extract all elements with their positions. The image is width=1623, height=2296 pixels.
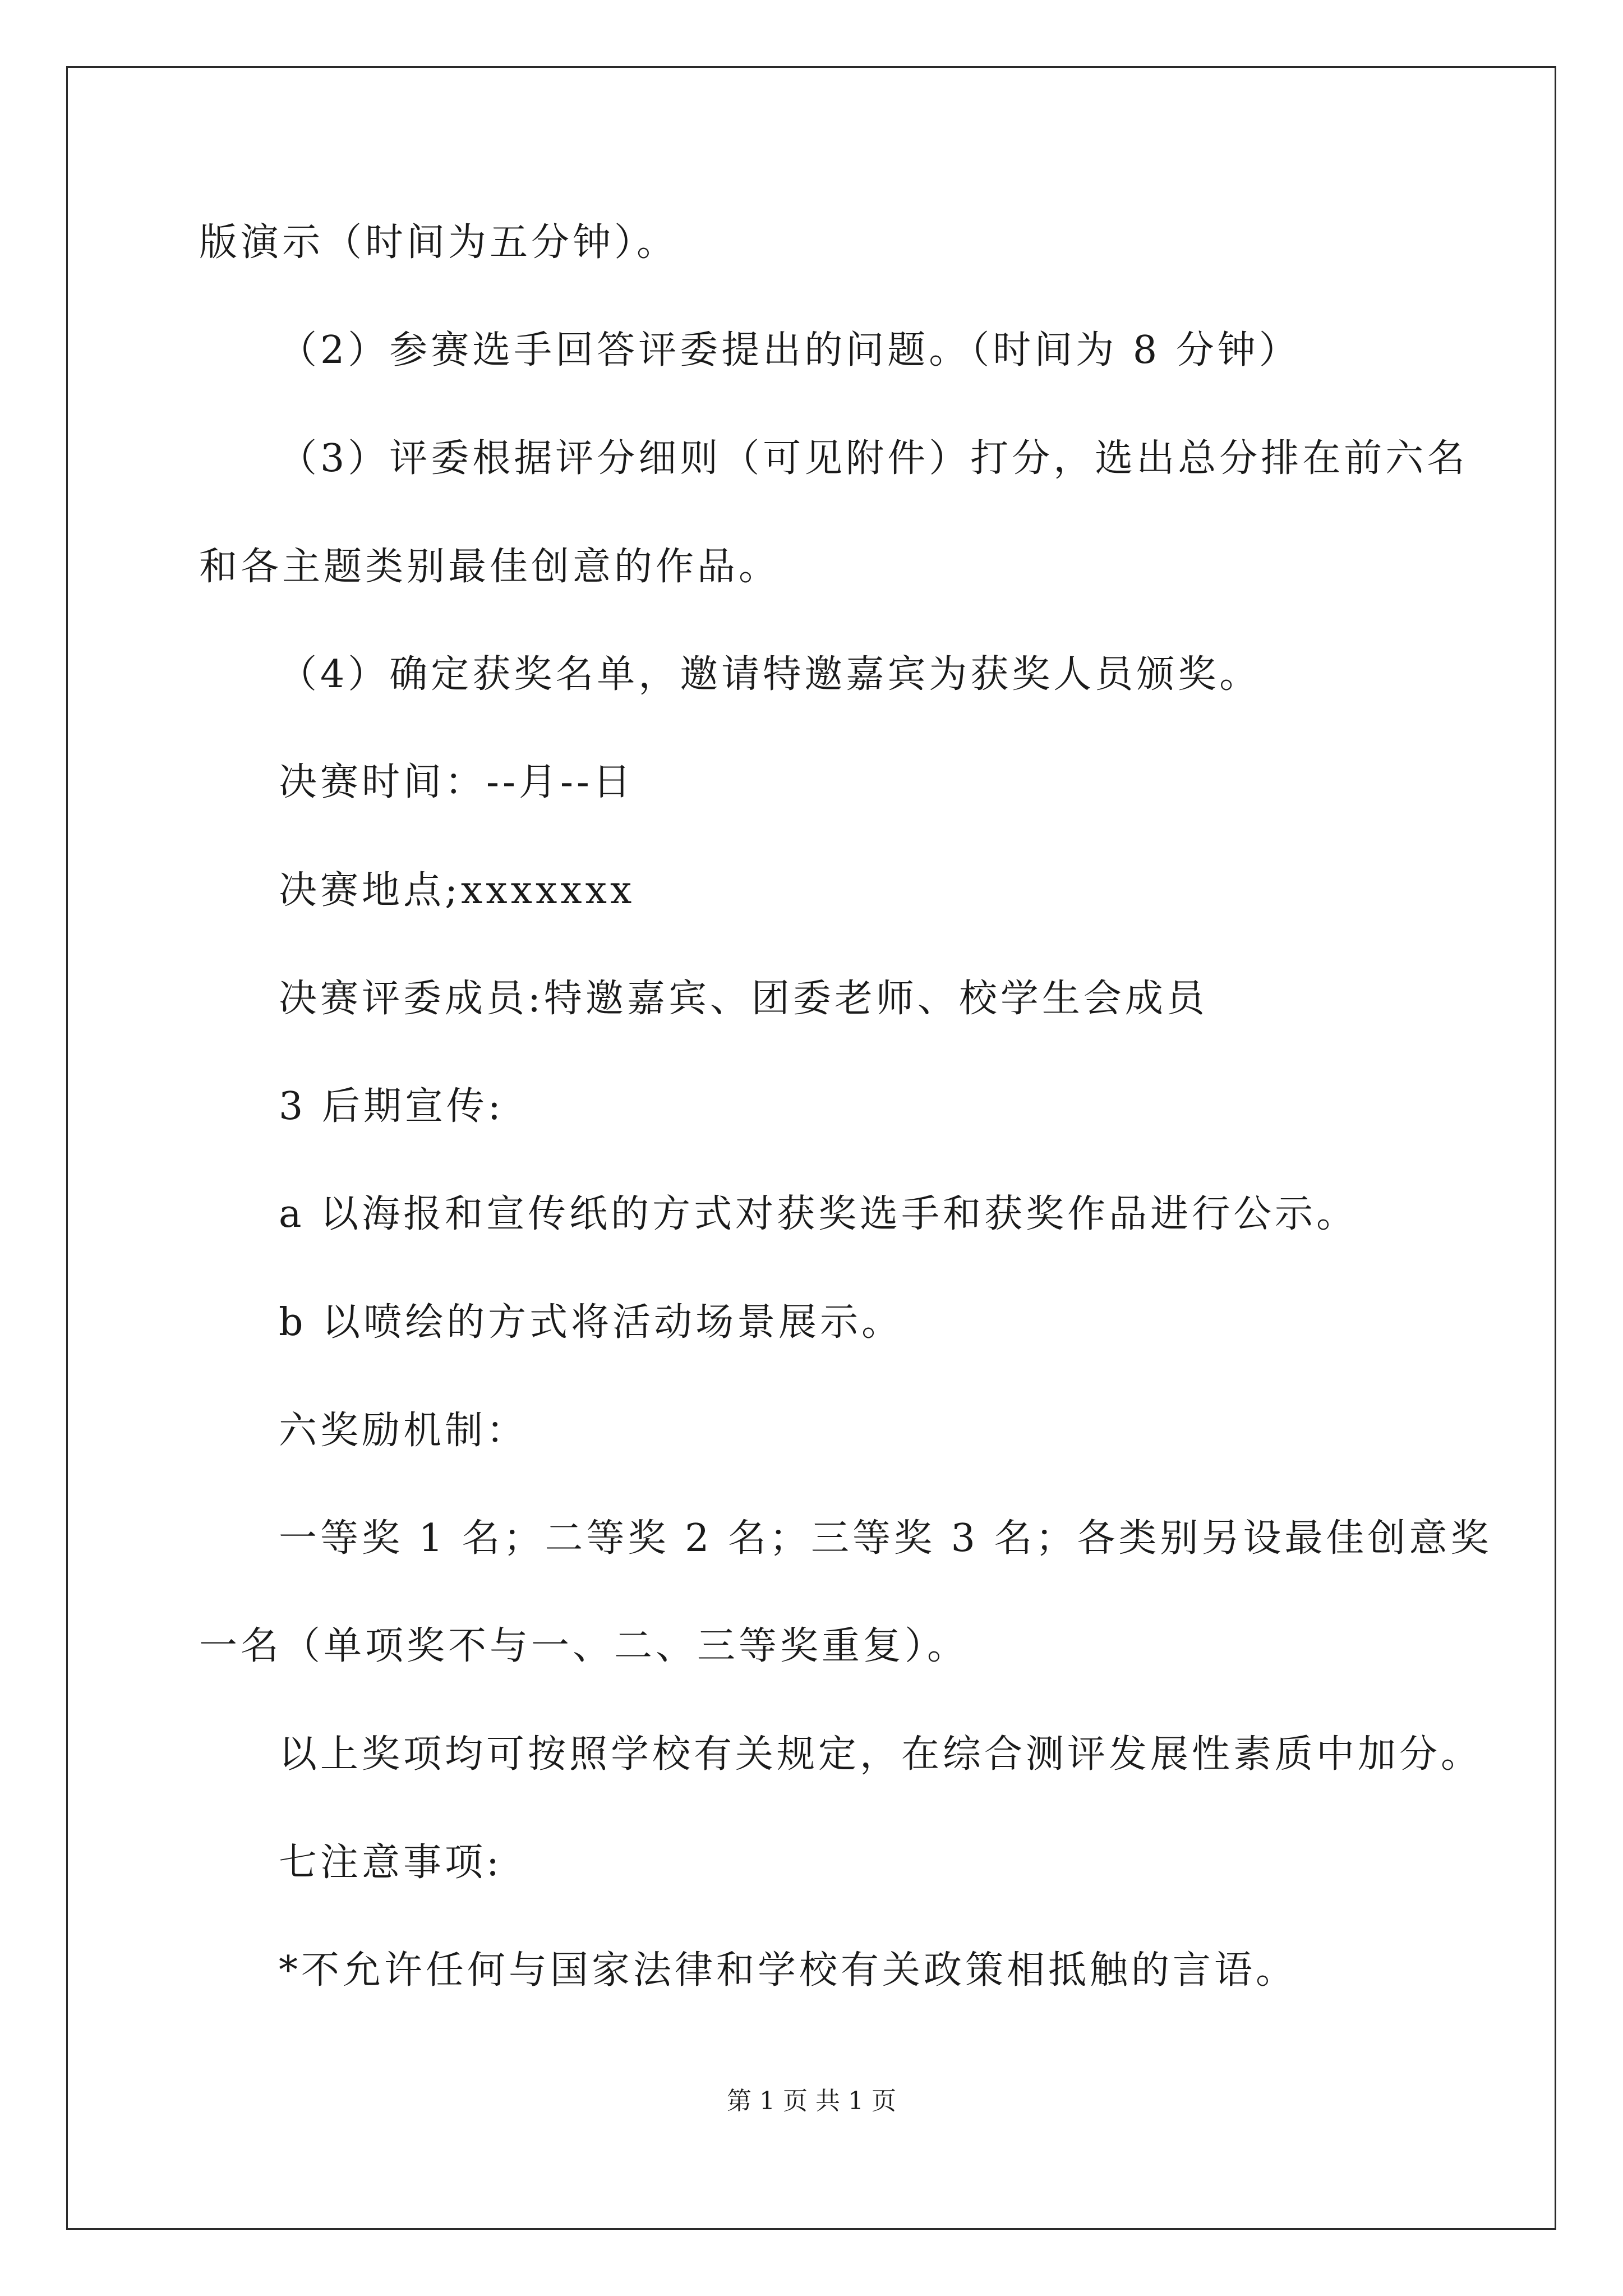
paragraph-line: （3）评委根据评分细则（可见附件）打分，选出总分排在前六名 <box>279 436 1469 481</box>
paragraph-line: 3 后期宣传: <box>279 1084 504 1129</box>
paragraph-line: 和各主题类别最佳创意的作品。 <box>199 545 781 589</box>
paragraph-line: 六奖励机制： <box>279 1409 528 1453</box>
paragraph-line: 一名（单项奖不与一、二、三等奖重复）。 <box>199 1624 969 1668</box>
paragraph-line: b 以喷绘的方式将活动场景展示。 <box>279 1300 903 1345</box>
paragraph-line: 版演示（时间为五分钟）。 <box>199 220 679 265</box>
paragraph-line: 决赛评委成员:特邀嘉宾、团委老师、校学生会成员 <box>279 977 1208 1021</box>
paragraph-line: 七注意事项: <box>279 1841 502 1885</box>
paragraph-line: （4）确定获奖名单，邀请特邀嘉宾为获奖人员颁奖。 <box>279 652 1261 697</box>
paragraph-line: 以上奖项均可按照学校有关规定，在综合测评发展性素质中加分。 <box>279 1732 1483 1777</box>
paragraph-line: 决赛地点;xxxxxxx <box>279 868 635 913</box>
paragraph-line: 决赛时间：--月--日 <box>279 760 634 804</box>
paragraph-line: 一等奖 1 名；二等奖 2 名；三等奖 3 名；各类别另设最佳创意奖 <box>279 1516 1492 1561</box>
page-number-footer: 第 1 页 共 1 页 <box>727 2087 896 2115</box>
page-border <box>66 66 1556 2230</box>
paragraph-line: a 以海报和宣传纸的方式对获奖选手和获奖作品进行公示。 <box>279 1192 1358 1236</box>
paragraph-line: *不允许任何与国家法律和学校有关政策相抵触的言语。 <box>279 1948 1298 1993</box>
paragraph-line: （2）参赛选手回答评委提出的问题。（时间为 8 分钟） <box>279 328 1301 372</box>
